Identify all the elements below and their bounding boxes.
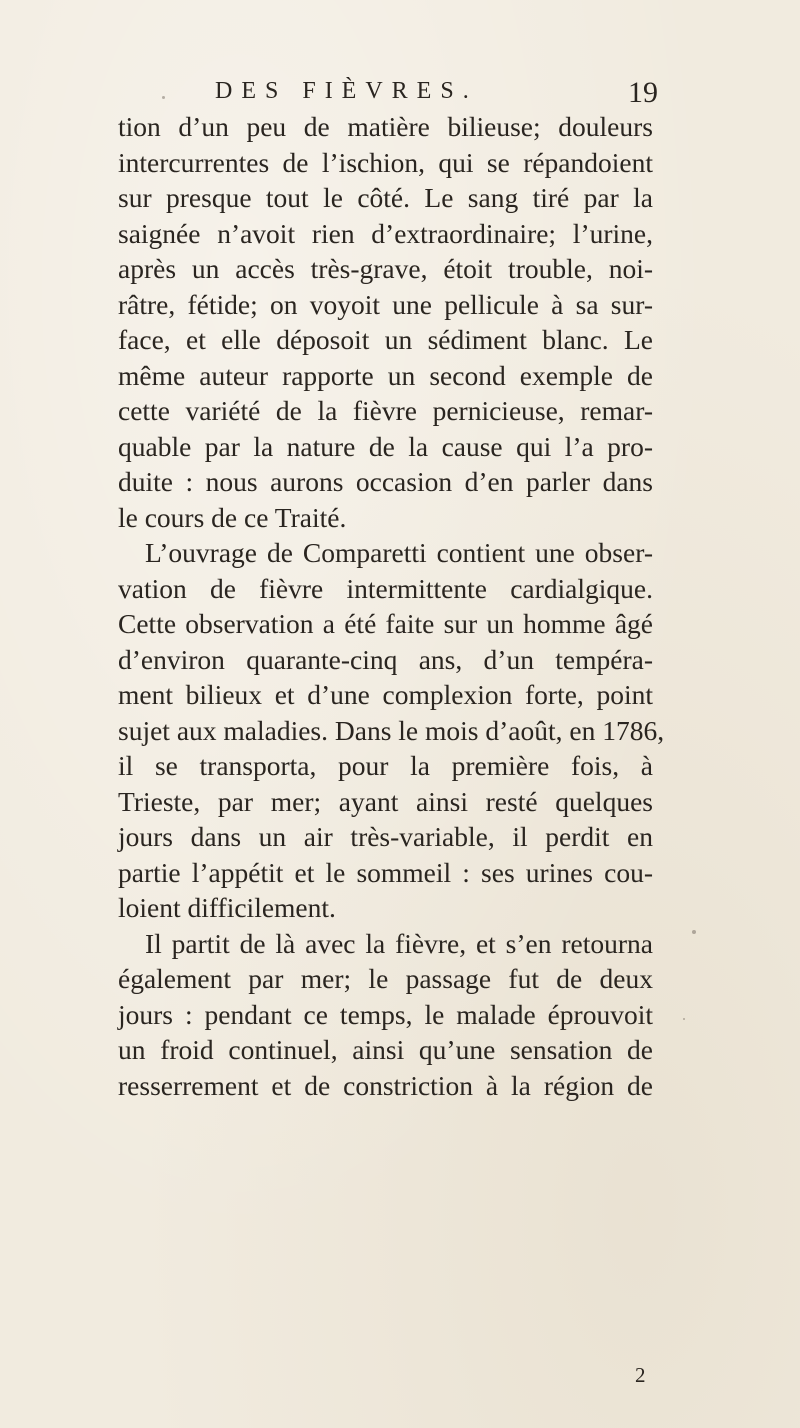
page-number: 19: [628, 76, 658, 109]
text-line: sujet aux maladies. Dans le mois d’août, en 1786,: [118, 714, 665, 746]
paper-speck: [692, 930, 696, 934]
text-line: duite : nous aurons occasion d’en parler dans: [118, 466, 653, 497]
text-line: un froid continuel, ainsi qu’une sensation de: [118, 1034, 653, 1065]
text-line: après un accès très-grave, étoit trouble, noi-: [118, 253, 653, 284]
text-line: sur presque tout le côté. Le sang tiré par la: [118, 182, 653, 213]
text-line: ment bilieux et d’une complexion forte, point: [118, 679, 653, 710]
text-line: partie l’appétit et le sommeil : ses urines cou-: [118, 856, 653, 888]
text-line: face, et elle déposoit un sédiment blanc. Le: [118, 324, 653, 355]
text-line: loient difficilement.: [118, 892, 336, 923]
text-line: saignée n’avoit rien d’extraordinaire; l’urine,: [118, 217, 653, 249]
text-line: râtre, fétide; on voyoit une pellicule à sa sur-: [118, 288, 653, 320]
text-line: tion d’un peu de matière bilieuse; douleurs: [118, 111, 653, 142]
running-title: DES FIÈVRES.: [215, 78, 478, 104]
text-line: également par mer; le passage fut de deux: [118, 963, 653, 994]
text-line: Cette observation a été faite sur un homme âgé: [118, 608, 653, 639]
paragraph-first-line: Il partit de là avec la fièvre, et s’en retourna: [145, 927, 653, 959]
text-line: quable par la nature de la cause qui l’a pro-: [118, 430, 653, 462]
paper-speck: [162, 96, 165, 99]
paragraph-first-line: L’ouvrage de Comparetti contient une obser-: [145, 537, 653, 568]
text-line: vation de fièvre intermittente cardialgique.: [118, 572, 653, 604]
text-line: jours dans un air très-variable, il perdit en: [118, 821, 653, 852]
signature-mark: 2: [635, 1363, 646, 1387]
text-line: le cours de ce Traité.: [118, 501, 347, 533]
text-line: d’environ quarante-cinq ans, d’un tempéra-: [118, 643, 653, 675]
text-line: jours : pendant ce temps, le malade éprouvoit: [118, 998, 653, 1030]
paper-speck: [683, 1018, 685, 1020]
text-line: resserrement et de constriction à la région de: [118, 1069, 653, 1101]
text-line: il se transporta, pour la première fois, à: [118, 750, 653, 781]
text-line: cette variété de la fièvre pernicieuse, remar-: [118, 395, 653, 426]
text-line: intercurrentes de l’ischion, qui se répandoient: [118, 146, 653, 178]
text-line: même auteur rapporte un second exemple de: [118, 359, 653, 391]
text-line: Trieste, par mer; ayant ainsi resté quelques: [118, 785, 653, 817]
